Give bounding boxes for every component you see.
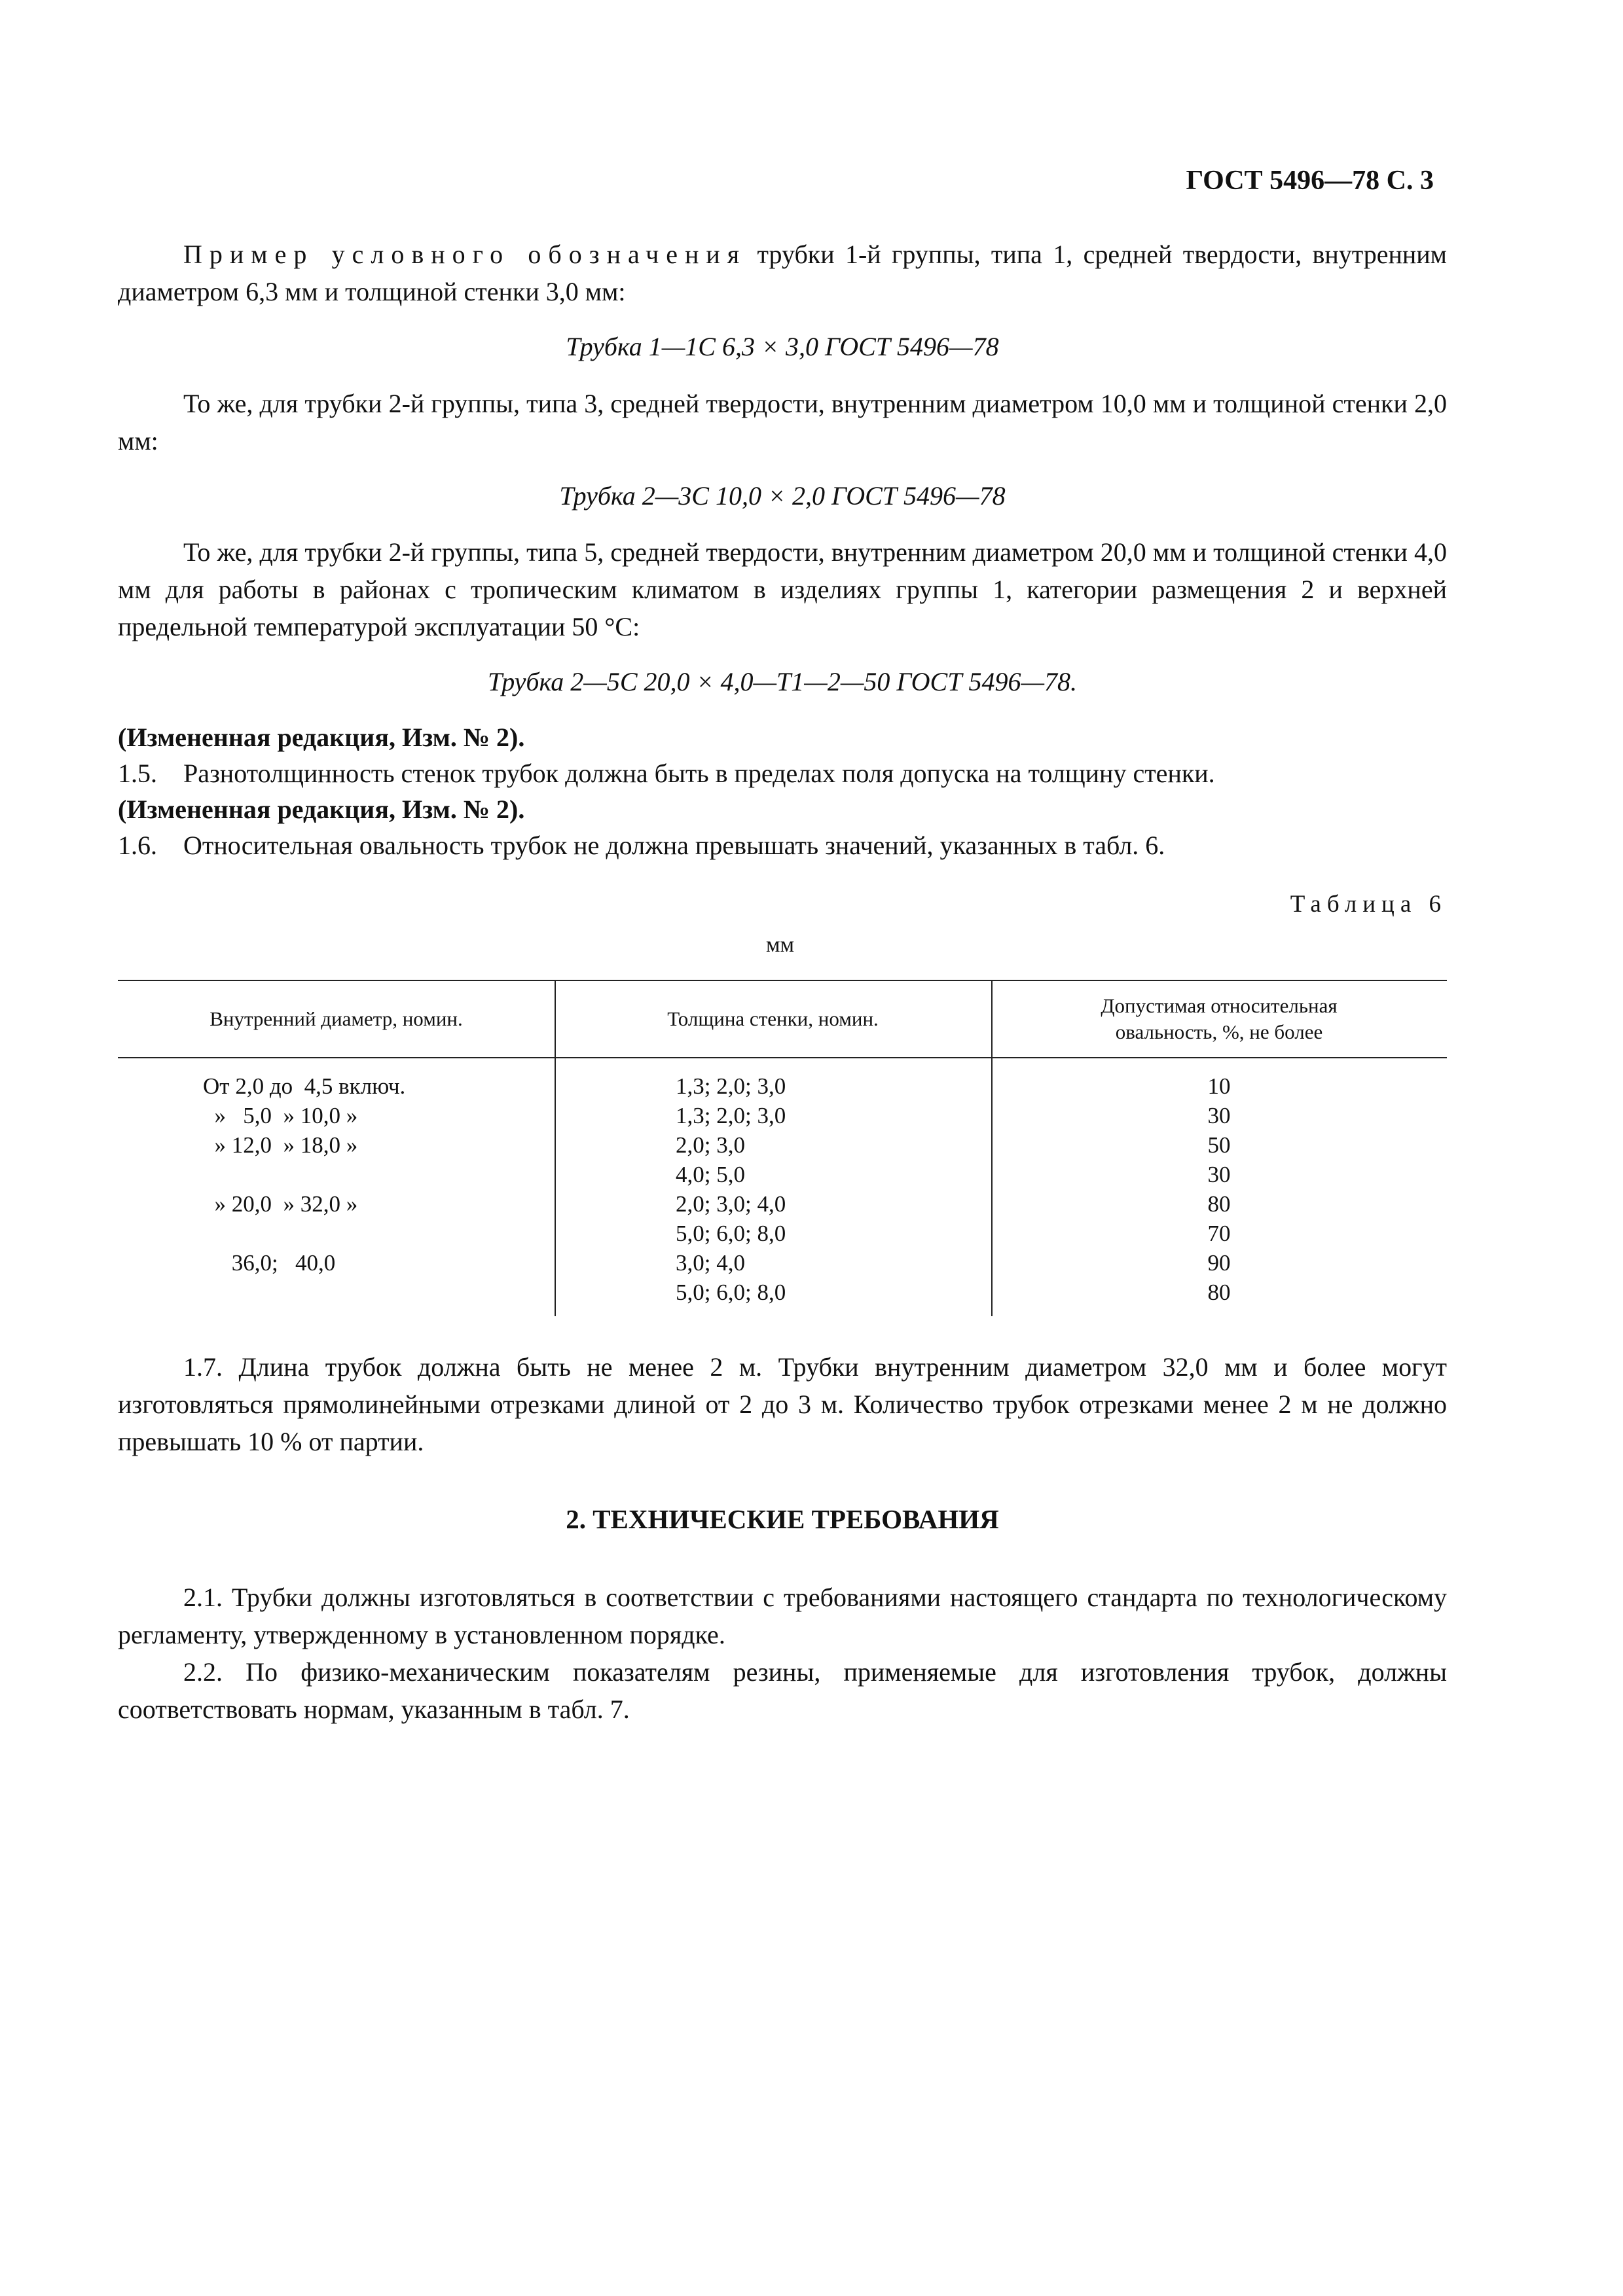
- clause-text: Трубки должны изготовляться в соответствии с требованиями настоящего стандарта по технологическому регламенту, утвержденному в установленном порядке.: [118, 1583, 1448, 1649]
- designation-3: Трубка 2—5С 20,0 × 4,0—Т1—2—50 ГОСТ 5496—78.: [487, 667, 1078, 696]
- table-cell: 80: [1207, 1280, 1231, 1305]
- table-cell: 30: [1207, 1103, 1231, 1128]
- table-header-inner-diameter: Внутренний диаметр, номин.: [210, 1007, 463, 1030]
- clause-2-1: [118, 1579, 1447, 1653]
- table-cell: 5,0; 6,0; 8,0: [676, 1221, 786, 1246]
- table-header-rule: [118, 1057, 1447, 1058]
- table-cell: 70: [1207, 1221, 1231, 1246]
- clause-number: 1.7.: [183, 1352, 223, 1382]
- example-paragraph-2: [118, 385, 1447, 459]
- example-text-3: То же, для трубки 2-й группы, типа 5, средней твердости, внутренним диаметром 20,0 мм и толщиной стенки 4,0 мм для работы в районах с тропическим климатом в изделиях группы 1, категории размещения 2 и верхней предельной температурой эксплуатации 50 °С:: [118, 537, 1447, 641]
- table-cell: » 20,0 » 32,0 »: [203, 1191, 358, 1217]
- table-cell: 10: [1207, 1073, 1231, 1099]
- clause-text: Относительная овальность трубок не должна превышать значений, указанных в табл. 6.: [183, 831, 1165, 860]
- table-header-ovality: Допустимая относительная овальность, %, не более: [1101, 994, 1338, 1043]
- table-cell: 2,0; 3,0: [676, 1132, 745, 1158]
- table-cell: » 12,0 » 18,0 »: [203, 1132, 358, 1158]
- table-column-thickness: [555, 1071, 991, 1307]
- table-unit: мм: [766, 933, 795, 957]
- table-cell: » 5,0 » 10,0 »: [203, 1103, 358, 1128]
- table-cell: 2,0; 3,0; 4,0: [676, 1191, 786, 1217]
- example-paragraph-1: [118, 236, 1447, 310]
- table-header-wall-thickness: Толщина стенки, номин.: [667, 1007, 879, 1030]
- table-column-diameter: [118, 1071, 555, 1307]
- designation-2: Трубка 2—3С 10,0 × 2,0 ГОСТ 5496—78: [559, 481, 1006, 511]
- clause-number: 2.1.: [183, 1583, 223, 1612]
- clause-1-7: [118, 1348, 1447, 1460]
- designation-1: Трубка 1—1С 6,3 × 3,0 ГОСТ 5496—78: [566, 332, 999, 361]
- table-cell: 30: [1207, 1162, 1231, 1187]
- table-cell: [203, 1160, 555, 1189]
- clause-1-6: [118, 829, 1447, 862]
- example-text-1: трубки 1-й группы, типа 1, средней твердости, внутренним диаметром 6,3 мм и толщиной стенки 3,0 мм:: [118, 240, 1447, 306]
- section-heading: 2. ТЕХНИЧЕСКИЕ ТРЕБОВАНИЯ: [566, 1504, 999, 1534]
- example-paragraph-3: [118, 533, 1447, 645]
- table-cell: 4,0; 5,0: [676, 1162, 745, 1187]
- example-lead: Пример условного обозначения: [183, 240, 747, 269]
- clause-number: 1.6.: [118, 831, 157, 860]
- example-text-2: То же, для трубки 2-й группы, типа 3, средней твердости, внутренним диаметром 10,0 мм и толщиной стенки 2,0 мм:: [118, 389, 1447, 456]
- table-cell: 3,0; 4,0: [676, 1250, 745, 1276]
- table-column-ovality: [991, 1071, 1447, 1307]
- clause-number: 2.2.: [183, 1657, 223, 1687]
- table-cell: 1,3; 2,0; 3,0: [676, 1073, 786, 1099]
- table-cell: 80: [1207, 1191, 1231, 1217]
- table-cell: 5,0; 6,0; 8,0: [676, 1280, 786, 1305]
- amendment-note-1: (Измененная редакция, Изм. № 2).: [118, 723, 525, 752]
- clause-1-5: [118, 757, 1447, 790]
- table-cell: [203, 1219, 555, 1248]
- clause-2-2: [118, 1653, 1447, 1728]
- amendment-note-2: (Измененная редакция, Изм. № 2).: [118, 795, 525, 824]
- page-header: ГОСТ 5496—78 С. 3: [1186, 166, 1434, 196]
- table-cell: 50: [1207, 1132, 1231, 1158]
- clause-number: 1.5.: [118, 759, 157, 788]
- table-cell: 1,3; 2,0; 3,0: [676, 1103, 786, 1128]
- table-cell: [203, 1278, 555, 1307]
- table-6: [118, 980, 1447, 1316]
- table-cell: 36,0; 40,0: [203, 1250, 336, 1276]
- clause-text: По физико-механическим показателям резины, применяемые для изготовления трубок, должны соответствовать нормам, указанным в табл. 7.: [118, 1657, 1447, 1724]
- table-top-rule: [118, 980, 1447, 981]
- clause-text: Длина трубок должна быть не менее 2 м. Трубки внутренним диаметром 32,0 мм и более могут изготовляться прямолинейными отрезками длиной от 2 до 3 м. Количество трубок отрезками менее 2 м не должно превышать 10 % от партии.: [118, 1352, 1448, 1456]
- table-cell: 90: [1207, 1250, 1231, 1276]
- table-cell: От 2,0 до 4,5 включ.: [203, 1073, 406, 1099]
- clause-text: Разнотолщинность стенок трубок должна быть в пределах поля допуска на толщину стенки.: [183, 759, 1215, 788]
- table-caption: Таблица 6: [1290, 891, 1447, 918]
